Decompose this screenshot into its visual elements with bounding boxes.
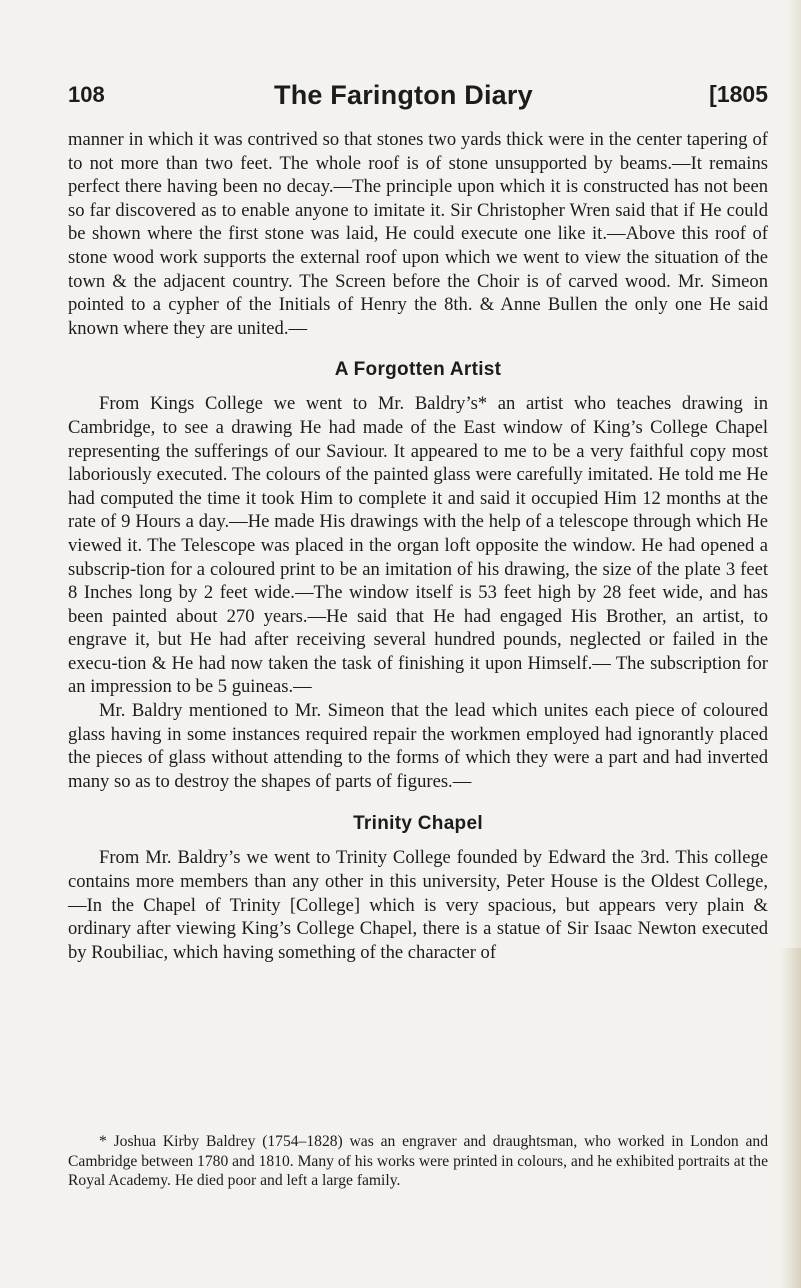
footnote: * Joshua Kirby Baldrey (1754–1828) was an engraver and draughtsman, who worked in London and Cambridge between 1780 and 1810. Many of his works were printed in colours, and he exhibited portraits at the Royal Academy. He died poor and left a large family.	[68, 1133, 768, 1190]
paragraph-opening: manner in which it was contrived so that stones two yards thick were in the center tapering of to not more than two feet. The whole roof is of stone unsupported by beams.—It remains perfect there having been no decay.—The principle upon which it is constructed has not been so far discovered as to enable anyone to imitate it. Sir Christopher Wren said that if He could be shown where the first stone was laid, He could execute one like it.—Above this roof of stone wood work supports the external roof upon which we went to view the situation of the town & the adjacent country. The Screen before the Choir is of carved wood. Mr. Simeon pointed to a cypher of the Initials of Henry the 8th. & Anne Bullen the only one He said known where they are united.—	[68, 129, 768, 339]
running-year: [1805	[709, 81, 768, 107]
page-number: 108	[68, 82, 105, 107]
running-title: The Farington Diary	[274, 80, 533, 110]
section-title-trinity-chapel: Trinity Chapel	[353, 813, 483, 835]
body-text	[68, 128, 768, 964]
paragraph-baldry-visit: From Kings College we went to Mr. Baldry’s* an artist who teaches drawing in Cambridge, to see a drawing He had made of the East window of King’s College Chapel representing the sufferings of our Saviour. It appeared to me to be a very faithful copy most laboriously executed. The colours of the painted glass were carefully imitated. He told me He had computed the time it took Him to complete it and said it occupied Him 12 months at the rate of 9 Hours a day.—He made His drawings with the help of a telescope through which He viewed it. The Telescope was placed in the organ loft opposite the window. He had opened a subscrip-tion for a coloured print to be an imitation of his drawing, the size of the plate 3 feet 8 Inches long by 2 feet wide.—The window itself is 53 feet high by 28 feet wide, and has been painted about 270 years.—He said that He had engaged His Brother, an artist, to engrave it, but He had after receiving several hundred pounds, neglected or failed in the execu-tion & He had now taken the task of finishing it upon Himself.— The subscription for an impression to be 5 guineas.—	[68, 393, 768, 698]
page-header	[68, 82, 768, 122]
section-title-forgotten-artist: A Forgotten Artist	[334, 359, 502, 381]
paragraph-trinity-college: From Mr. Baldry’s we went to Trinity College founded by Edward the 3rd. This college contains more members than any other in this university, Peter House is the Oldest College,—In the Chapel of Trinity [College] which is very spacious, but appears very plain & ordinary after viewing King’s College Chapel, there is a statue of Sir Isaac Newton executed by Roubiliac, which having something of the character of	[68, 847, 768, 963]
page-edge-stain	[779, 948, 801, 1288]
paragraph-lead-repair: Mr. Baldry mentioned to Mr. Simeon that the lead which unites each piece of coloured glass having in some instances required repair the workmen employed had ignorantly placed the pieces of glass without attending to the forms of which they were a part and had inverted many so as to destroy the shapes of parts of figures.—	[68, 700, 768, 792]
